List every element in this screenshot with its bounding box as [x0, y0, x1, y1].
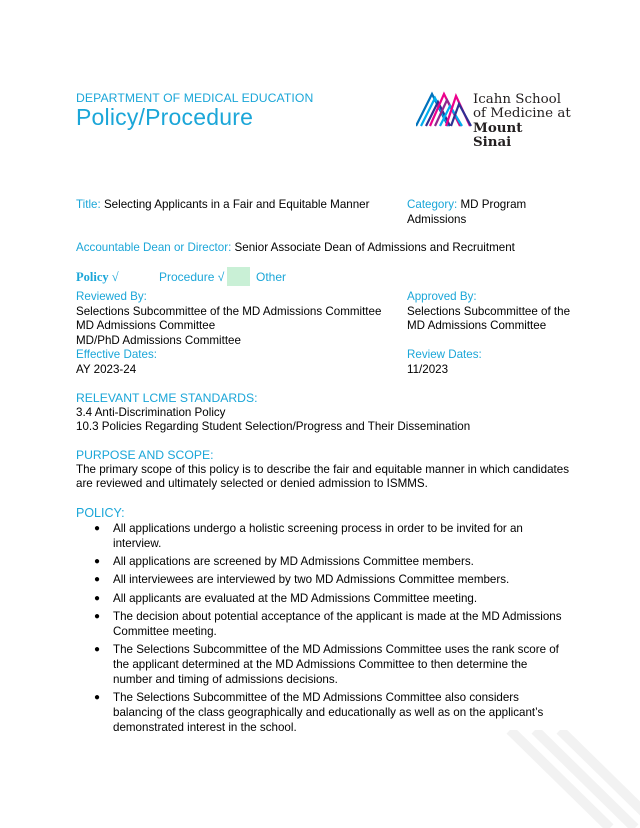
effective-label: Effective Dates:	[76, 348, 157, 361]
purpose-text-line: The primary scope of this policy is to describe the fair and equitable manner in which candidates	[76, 462, 569, 476]
purpose-section	[76, 448, 569, 492]
category-block	[407, 198, 526, 227]
procedure-checkmark-label: Procedure √	[159, 270, 225, 284]
accountable-label: Accountable Dean or Director:	[76, 241, 232, 254]
policy-list-item: ● All applications are screened by MD Admissions Committee members.	[94, 555, 474, 569]
doc-kind-row	[76, 270, 119, 285]
policy-list-item: ● All applications undergo a holistic screening process in order to be invited for an interview.	[94, 522, 523, 550]
lcme-heading: RELEVANT LCME STANDARDS:	[76, 391, 258, 405]
lcme-section	[76, 391, 470, 435]
mount-sinai-logo-icon	[416, 90, 472, 130]
lcme-item: 3.4 Anti-Discrimination Policy	[76, 405, 226, 419]
approved-label: Approved By:	[407, 290, 477, 303]
reviewed-item: MD Admissions Committee	[76, 319, 216, 332]
accountable-value: Senior Associate Dean of Admissions and Recruitment	[234, 241, 515, 254]
procedure-highlight	[227, 267, 250, 286]
logo-wordmark	[473, 93, 571, 149]
logo-line-2: of Medicine at	[473, 106, 571, 121]
approved-block	[407, 290, 570, 377]
policy-list-item: ● All applicants are evaluated at the MD Admissions Committee meeting.	[94, 591, 478, 605]
policy-checkmark-label: Policy √	[76, 270, 119, 284]
category-value-2: Admissions	[407, 212, 467, 226]
reviewed-item: Selections Subcommittee of the MD Admissions Committee	[76, 304, 382, 318]
title-label: Title:	[76, 198, 101, 211]
reviewed-item: MD/PhD Admissions Committee	[76, 333, 241, 347]
category-value: MD Program	[460, 198, 527, 211]
logo-line-3: Mount	[473, 120, 523, 136]
policy-list-item: ● All interviewees are interviewed by two MD Admissions Committee members.	[94, 573, 510, 587]
policy-list-item: ● The decision about potential acceptance of the applicant is made at the MD Admissions Committee meeting.	[94, 609, 562, 638]
purpose-heading: PURPOSE AND SCOPE:	[76, 448, 214, 462]
category-label: Category:	[407, 198, 458, 211]
policy-heading: POLICY:	[76, 506, 125, 520]
reviewed-label: Reviewed By:	[76, 290, 147, 303]
approved-item: MD Admissions Committee	[407, 319, 547, 332]
approved-item: Selections Subcommittee of the	[407, 304, 571, 318]
reviewed-block	[76, 290, 381, 377]
effective-value: AY 2023-24	[76, 362, 137, 376]
review-dates-label: Review Dates:	[407, 348, 482, 361]
purpose-text-line: are reviewed and ultimately selected or denied admission to ISMMS.	[76, 477, 428, 490]
school-logo	[416, 88, 576, 154]
document-type-title: Policy/Procedure	[76, 104, 254, 130]
department-heading: DEPARTMENT OF MEDICAL EDUCATION	[76, 91, 314, 105]
title-row	[76, 198, 369, 213]
title-value: Selecting Applicants in a Fair and Equitable Manner	[103, 198, 370, 211]
logo-line-1: Icahn School	[473, 92, 561, 107]
review-dates-value: 11/2023	[407, 362, 449, 376]
accountable-row	[76, 241, 515, 256]
policy-list	[76, 521, 566, 738]
logo-line-4: Sinai	[473, 134, 512, 150]
policy-list-item: ● The Selections Subcommittee of the MD Admissions Committee also considers balancing of the class geographically and educationally as well as on the applicant’s demonstrated interest in the school.	[94, 691, 544, 735]
policy-list-item: ● The Selections Subcommittee of the MD Admissions Committee uses the rank score of the applicant determined at the MD Admissions Committee to then determine the number and timing of admissions decisions.	[94, 642, 559, 686]
lcme-item: 10.3 Policies Regarding Student Selection/Progress and Their Dissemination	[76, 420, 471, 433]
other-label: Other	[256, 270, 287, 284]
watermark-stripes	[480, 730, 640, 828]
